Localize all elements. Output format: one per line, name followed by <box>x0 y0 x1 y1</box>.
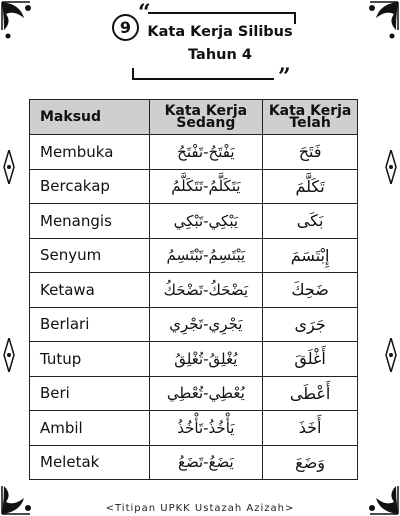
cell-telah: وَضَعَ <box>263 445 358 480</box>
side-ornament-icon <box>384 338 398 372</box>
table-row <box>30 445 358 480</box>
cell-telah: أَغْلَقَ <box>263 342 358 377</box>
cell-maksud: Ketawa <box>30 273 150 308</box>
table-row <box>30 307 358 342</box>
side-ornament-icon <box>2 150 16 184</box>
table-row <box>30 411 358 446</box>
cell-sedang: يَجْرِي-تَجْرِي <box>149 307 263 342</box>
table-row <box>30 204 358 239</box>
verb-table <box>29 99 358 480</box>
cell-telah: أَعْطَى <box>263 376 358 411</box>
cell-sedang: يَضْحَكُ-تَضْحَكُ <box>149 273 263 308</box>
table-row <box>30 342 358 377</box>
corner-ornament-icon <box>352 0 400 48</box>
side-ornament-icon <box>2 338 16 372</box>
page-title: Kata Kerja Silibus <box>147 24 293 40</box>
cell-sedang: يَأْخُذُ-تَأْخُذُ <box>149 411 263 446</box>
table-row <box>30 169 358 204</box>
corner-ornament-icon <box>0 0 48 48</box>
cell-telah: فَتَحَ <box>263 135 358 170</box>
cell-telah: أَخَذَ <box>263 411 358 446</box>
table-row <box>30 238 358 273</box>
cell-telah: إِبْتَسَمَ <box>263 238 358 273</box>
footer-credit: <Titipan UPKK Ustazah Azizah> <box>105 503 295 514</box>
cell-maksud: Ambil <box>30 411 150 446</box>
number-badge: 9 <box>112 14 139 41</box>
cell-telah: بَكَى <box>263 204 358 239</box>
cell-maksud: Berlari <box>30 307 150 342</box>
cell-sedang: يَفْتَحُ-تَفْتَحُ <box>149 135 263 170</box>
cell-telah: ضَحِكَ <box>263 273 358 308</box>
cell-sedang: يَتَكَلَّمُ-تَتَكَلَّمُ <box>149 169 263 204</box>
cell-sedang: يُعْطِي-تُعْطِي <box>149 376 263 411</box>
cell-sedang: يَبْتَسِمُ-تَبْتَسِمُ <box>149 238 263 273</box>
cell-maksud: Senyum <box>30 238 150 273</box>
cell-telah: تَكَلَّمَ <box>263 169 358 204</box>
table-row <box>30 135 358 170</box>
cell-maksud: Bercakap <box>30 169 150 204</box>
cell-maksud: Membuka <box>30 135 150 170</box>
table-header-row <box>30 100 358 135</box>
cell-sedang: يَبْكِي-تَبْكِي <box>149 204 263 239</box>
cell-maksud: Tutup <box>30 342 150 377</box>
title-bracket-top <box>148 12 296 24</box>
cell-sedang: يُغْلِقُ-تُغْلِقُ <box>149 342 263 377</box>
table-row <box>30 376 358 411</box>
cell-maksud: Meletak <box>30 445 150 480</box>
cell-telah: جَرَى <box>263 307 358 342</box>
cell-sedang: يَضَعُ-تَضَعُ <box>149 445 263 480</box>
open-quote-icon: “ <box>138 0 151 26</box>
page-subtitle: Tahun 4 <box>188 47 252 63</box>
cell-maksud: Menangis <box>30 204 150 239</box>
side-ornament-icon <box>384 150 398 184</box>
header-sedang: Kata Kerja Sedang <box>149 100 263 135</box>
title-bracket-bottom <box>132 68 274 80</box>
header-maksud: Maksud <box>30 100 150 135</box>
header-telah: Kata Kerja Telah <box>263 100 358 135</box>
table-row <box>30 273 358 308</box>
cell-maksud: Beri <box>30 376 150 411</box>
close-quote-icon: ” <box>278 64 291 90</box>
title-header <box>108 0 298 90</box>
